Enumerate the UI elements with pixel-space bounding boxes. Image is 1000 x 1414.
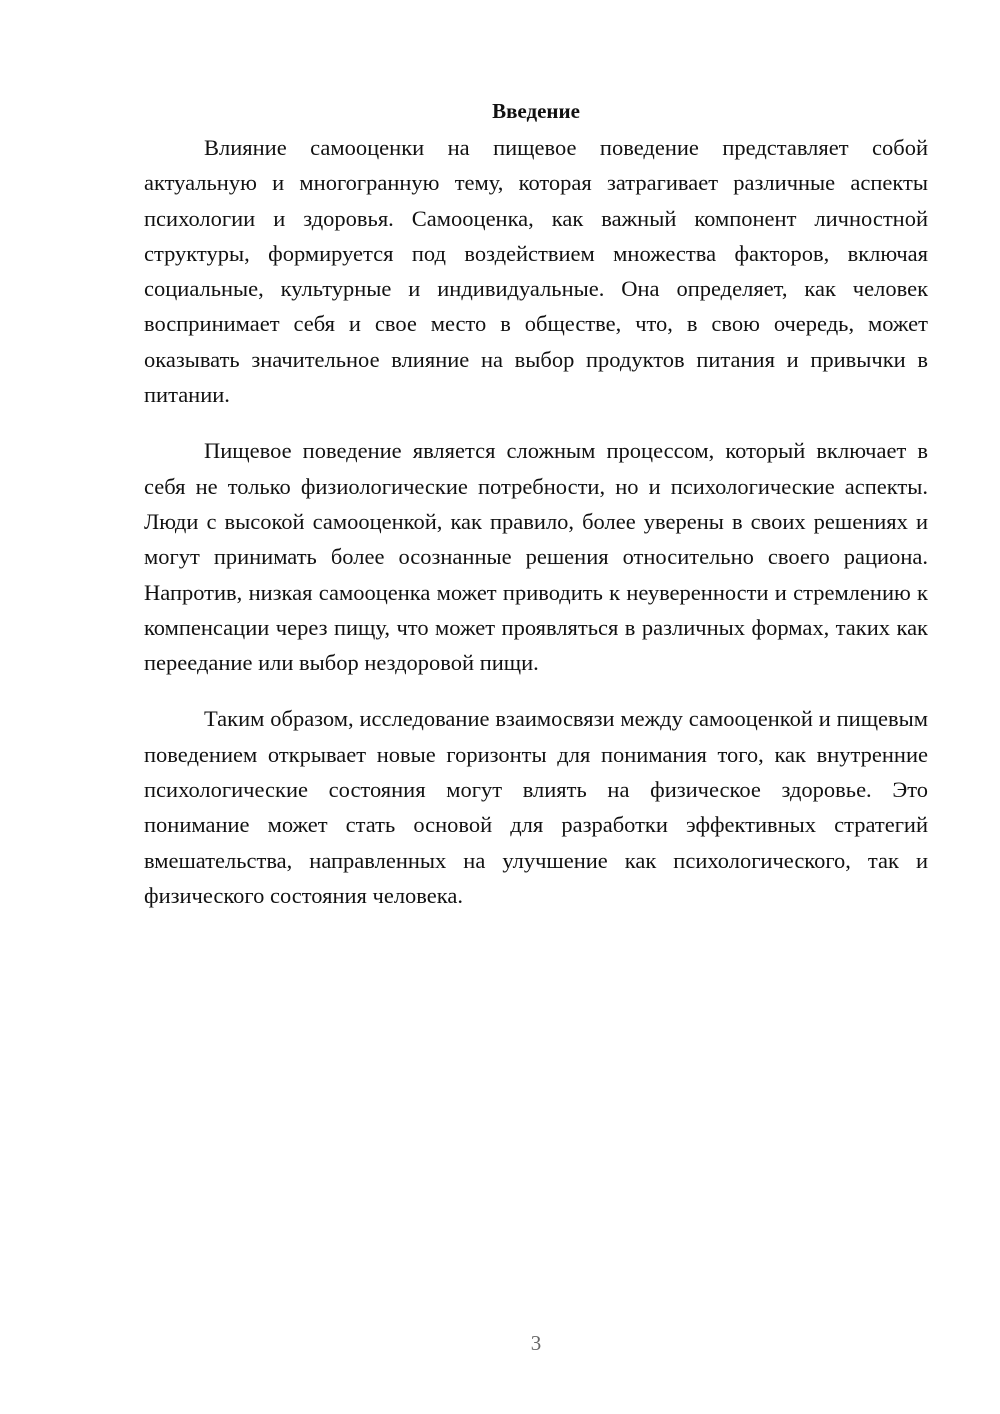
- paragraph-2: Пищевое поведение является сложным процессом, который включает в себя не только физиологические потребности, но и психологические аспекты. Люди с высокой самооценкой, как правило, более уверены в своих решениях и могут принимать более осознанные решения относительно своего рациона. Напротив, низкая самооценка может приводить к неуверенности и стремлению к компенсации через пищу, что может проявляться в различных формах, таких как переедание или выбор нездоровой пищи.: [144, 438, 928, 676]
- page-content: [144, 96, 928, 934]
- paragraph-1: Влияние самооценки на пищевое поведение представляет собой актуальную и многогранную тему, которая затрагивает различные аспекты психологии и здоровья. Самооценка, как важный компонент личностной структуры, формируется под воздействием множества факторов, включая социальные, культурные и индивидуальные. Она определяет, как человек воспринимает себя и свое место в обществе, что, в свою очередь, может оказывать значительное влияние на выбор продуктов питания и привычки в питании.: [144, 135, 928, 408]
- paragraph-3: Таким образом, исследование взаимосвязи между самооценкой и пищевым поведением открывает новые горизонты для понимания того, как внутренние психологические состояния могут влиять на физическое здоровье. Это понимание может стать основой для разработки эффективных стратегий вмешательства, направленных на улучшение как психологического, так и физического состояния человека.: [144, 706, 928, 908]
- page-number: 3: [530, 1331, 542, 1355]
- section-heading: Введение: [492, 99, 580, 123]
